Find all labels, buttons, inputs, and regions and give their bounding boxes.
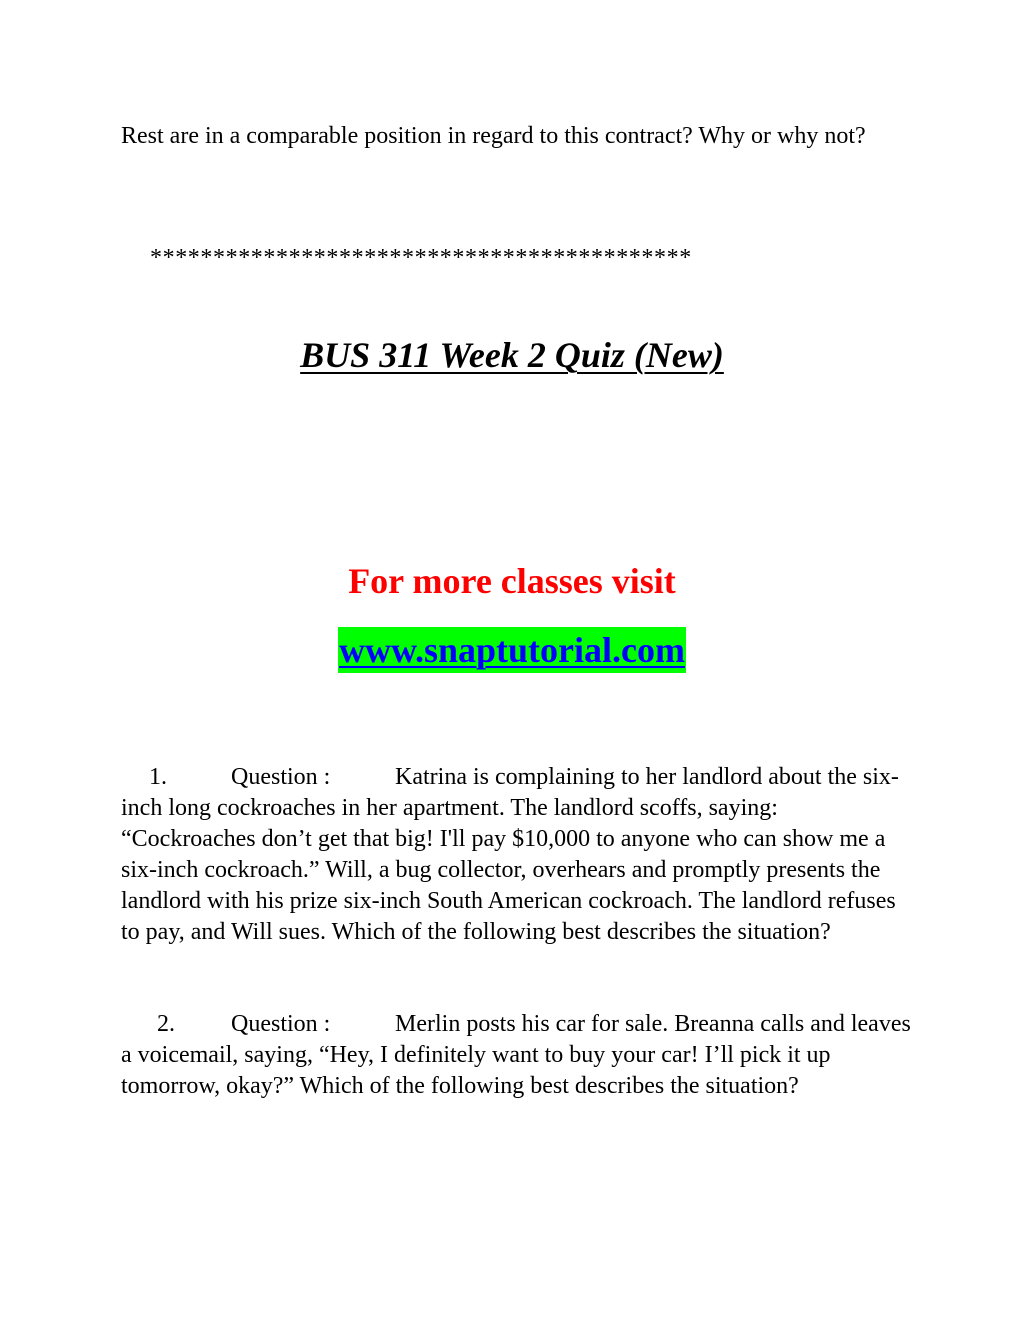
question-text: Katrina is complaining to her landlord about the six-inch long cockroaches in her apartment. The landlord scoffs, saying: “Cockroaches don’t get that big! I'll pay $10,000 to anyone who can show me a six-inch cockroach.” Will, a bug collector, overhears and promptly presents the landlord with his prize six-inch South American cockroach. The landlord refuses to pay, and Will sues. Which of the following best describes the situation? — [121, 764, 899, 945]
question-label: Question : — [231, 764, 331, 790]
question-number: 1. — [149, 764, 167, 790]
question-number: 2. — [157, 1011, 175, 1037]
quiz-title-text: BUS 311 Week 2 Quiz (New) — [300, 335, 724, 375]
asterisk-divider: ******************************************* — [150, 245, 692, 271]
question-2 — [121, 1009, 911, 1102]
promo-link-container — [0, 627, 1024, 673]
question-text: Merlin posts his car for sale. Breanna calls and leaves a voicemail, saying, “Hey, I definitely want to buy your car! I’ll pick it up tomorrow, okay?” Which of the following best describes the situation? — [121, 1011, 911, 1099]
snaptutorial-link[interactable]: www.snaptutorial.com — [338, 627, 686, 673]
question-label: Question : — [231, 1011, 331, 1037]
question-1 — [121, 762, 911, 948]
intro-paragraph: Rest are in a comparable position in regard to this contract? Why or why not? — [121, 123, 866, 149]
promo-heading: For more classes visit — [348, 561, 676, 601]
quiz-title — [0, 333, 1024, 377]
